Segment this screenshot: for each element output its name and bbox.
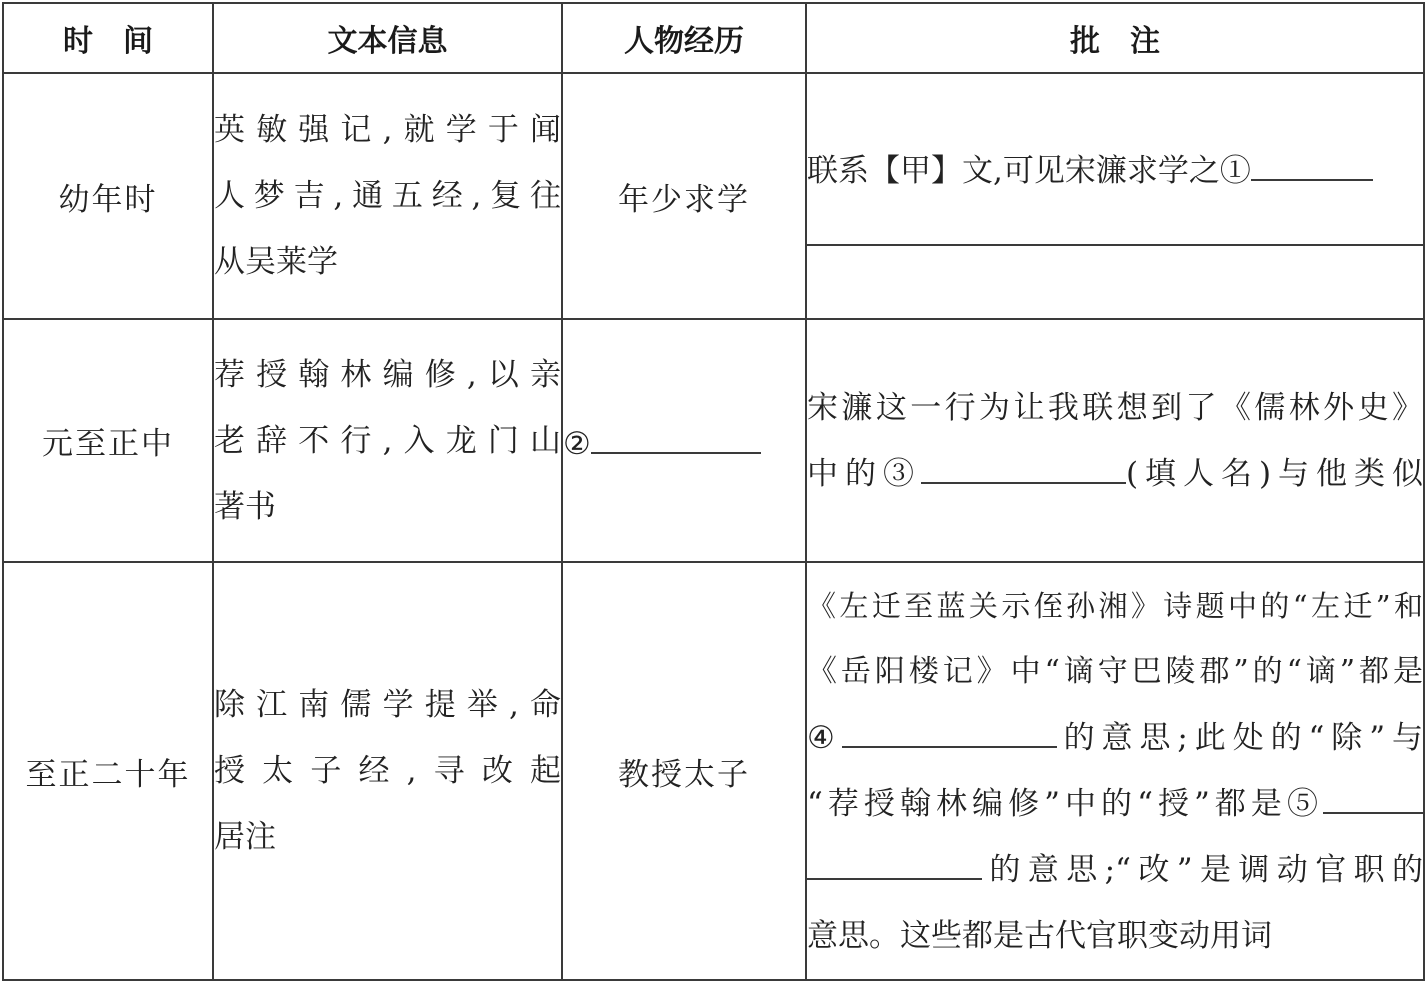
note-text: 的意思;此处的“除”与	[1056, 720, 1423, 756]
text-line: 除江南儒学提举,命	[214, 687, 561, 723]
text-line: 英敏强记,就学于闻	[214, 112, 561, 148]
text-line: 老辞不行,入龙门山	[214, 422, 561, 459]
note-line: 宋濂这一行为让我联想到了《儒林外史》	[807, 389, 1423, 426]
time-cell: 幼年时	[3, 73, 213, 319]
note-line	[807, 138, 1423, 204]
answer-blank-1[interactable]	[1251, 147, 1373, 181]
text-info-cell	[213, 319, 562, 562]
worksheet-table-container	[2, 2, 1423, 979]
text-info-cell	[213, 562, 562, 980]
note-cell	[806, 562, 1424, 980]
note-text: 的意思;“改”是调动官职的	[982, 852, 1423, 888]
answer-blank-5[interactable]	[1323, 780, 1423, 814]
header-time: 时 间	[3, 3, 213, 73]
note-text: 联系【甲】文,可见宋濂求学之①	[807, 153, 1251, 189]
header-notes: 批 注	[806, 3, 1424, 73]
blank-marker-2: ②	[563, 425, 591, 462]
text-line: 著书	[214, 488, 276, 525]
note-cell	[806, 73, 1424, 319]
answer-blank-4[interactable]	[842, 714, 1057, 748]
note-text: “荐授翰林编修”中的“授”都是⑤	[807, 786, 1323, 822]
note-line	[807, 441, 1423, 507]
text-line: 居注	[214, 819, 276, 855]
experience-cell: 教授太子	[562, 562, 806, 980]
text-line: 荐授翰林编修,以亲	[214, 356, 561, 393]
header-text-info: 文本信息	[213, 3, 562, 73]
text-line: 从吴莱学	[214, 244, 338, 280]
note-line	[807, 705, 1423, 771]
table-row	[3, 562, 1424, 980]
note-line: 《左迁至蓝关示侄孙湘》诗题中的“左迁”和	[807, 589, 1423, 623]
note-text: (填人名)与他类似	[1125, 455, 1423, 492]
table-row	[3, 319, 1424, 562]
text-info-cell	[213, 73, 562, 319]
table-row	[3, 73, 1424, 319]
answer-blank-2[interactable]	[591, 420, 761, 454]
answer-blank-1-continued[interactable]	[807, 204, 1423, 246]
note-line	[807, 837, 1423, 903]
answer-blank-3[interactable]	[921, 450, 1126, 484]
experience-cell	[562, 319, 806, 562]
experience-cell: 年少求学	[562, 73, 806, 319]
note-line	[807, 771, 1423, 837]
note-text: ④	[807, 720, 842, 756]
time-cell: 元至正中	[3, 319, 213, 562]
text-line: 人梦吉,通五经,复往	[214, 178, 561, 214]
note-text: 中的③	[807, 455, 921, 492]
time-cell: 至正二十年	[3, 562, 213, 980]
header-row	[3, 3, 1424, 73]
annotation-table	[2, 2, 1425, 981]
note-line: 《岳阳楼记》中“谪守巴陵郡”的“谪”都是	[807, 654, 1423, 689]
note-cell	[806, 319, 1424, 562]
header-experience: 人物经历	[562, 3, 806, 73]
answer-blank-5-continued[interactable]	[807, 846, 982, 880]
text-line: 授太子经,寻改起	[214, 753, 561, 789]
note-line: 意思。这些都是古代官职变动用词	[807, 918, 1272, 954]
